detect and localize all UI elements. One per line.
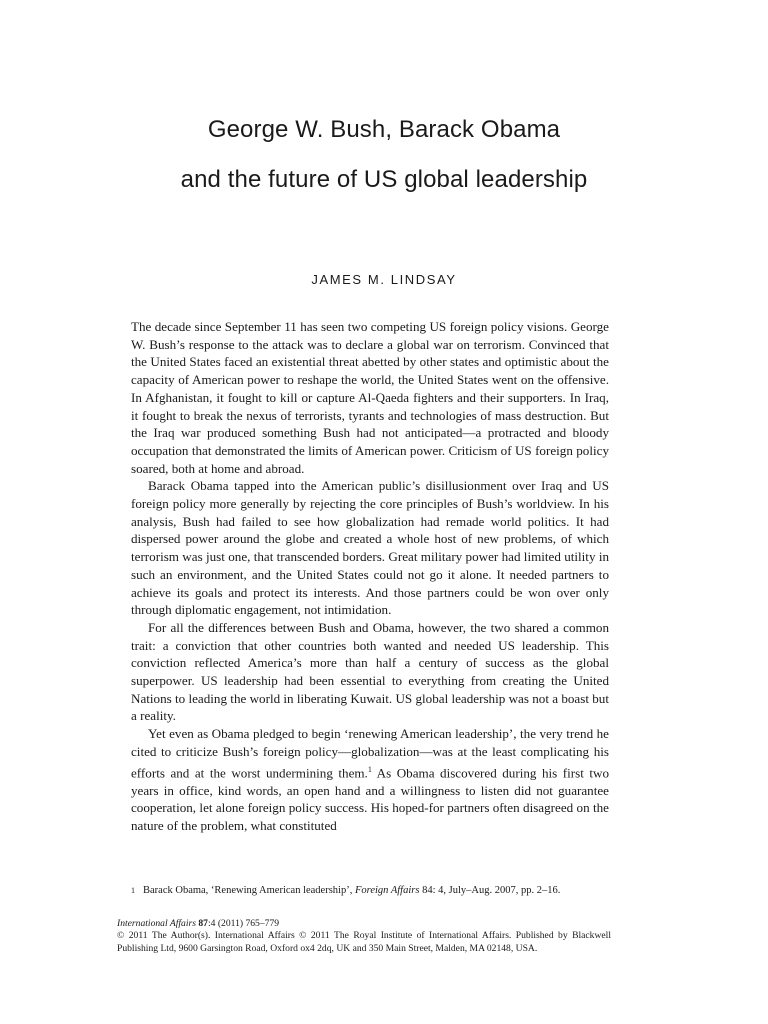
article-title-line-2: and the future of US global leadership [180, 166, 588, 193]
paragraph-4-text-a: Yet even as Obama pledged to begin ‘renewing American leadership’, the very trend he cited to criticize Bush’s foreign policy—globalization—was at the least complicating his efforts and at the worst undermining them. [131, 726, 609, 780]
journal-name: International Affairs [117, 918, 196, 929]
article-title-line-1: George W. Bush, Barack Obama [207, 116, 561, 143]
paragraph-4 [131, 725, 609, 835]
footnote-text-a: Barack Obama, ‘Renewing American leadership’, [143, 885, 355, 896]
copyright-notice: © 2011 The Author(s). International Affairs © 2011 The Royal Institute of International Affairs. Published by Blackwell Publishing Ltd, 9600 Garsington Road, Oxford ox4 2dq, UK and 350 Main Street, Malden, MA 02148, USA. [117, 930, 611, 954]
article-body [131, 318, 609, 835]
footnote-mark: 1 [131, 886, 135, 895]
paragraph-4-text-b: As Obama discovered during his first two years in office, kind words, an open hand and a willingness to listen did not guarantee cooperation, let alone foreign policy success. His hoped-for partners often disagreed on the nature of the problem, what constituted [131, 764, 609, 834]
journal-volume: 87 [195, 918, 208, 929]
citation-line [117, 918, 611, 930]
paragraph-2: Barack Obama tapped into the American public’s disillusionment over Iraq and US foreign policy more generally by rejecting the core principles of Bush’s worldview. In his analysis, Bush had failed to see how globalization had remade world politics. It had dispersed power around the globe and created a whole host of new problems, of which terrorism was just one, that transcended borders. Great military power had limited utility in such an environment, and the United States could not go it alone. It needed partners to achieve its goals and protect its interests. And those partners could be won over only through diplomatic engagement, not intimidation. [131, 478, 609, 618]
footnote-1 [131, 884, 609, 897]
author-name: JAMES M. LINDSAY [311, 272, 457, 287]
footnote-text-b: 84: 4, July–Aug. 2007, pp. 2–16. [419, 885, 561, 896]
footnote-journal: Foreign Affairs [354, 885, 420, 896]
footnote-reference[interactable]: 1 [367, 764, 372, 774]
colophon [117, 918, 611, 955]
paragraph-1: The decade since September 11 has seen two competing US foreign policy visions. George W. Bush’s response to the attack was to declare a global war on terrorism. Convinced that the United States faced an existential threat abetted by other states and optimistic about the capacity of American power to reshape the world, the United States went on the offensive. In Afghanistan, it fought to kill or capture Al-Qaeda fighters and their supporters. In Iraq, it fought to break the nexus of terrorists, tyrants and technologies of mass destruction. But the Iraq war produced something Bush had not anticipated—a protracted and bloody occupation that demonstrated the limits of American power. Criticism of US foreign policy soared, both at home and abroad. [131, 319, 609, 476]
journal-issue-pages: :4 (2011) 765–779 [207, 918, 280, 929]
paragraph-3: For all the differences between Bush and Obama, however, the two shared a common trait: a conviction that other countries both wanted and needed US leadership. This conviction reflected America’s more than half a century of success as the global superpower. US leadership had been essential to everything from creating the United Nations to leading the world in liberating Kuwait. US global leadership was not a boast but a reality. [131, 619, 609, 724]
